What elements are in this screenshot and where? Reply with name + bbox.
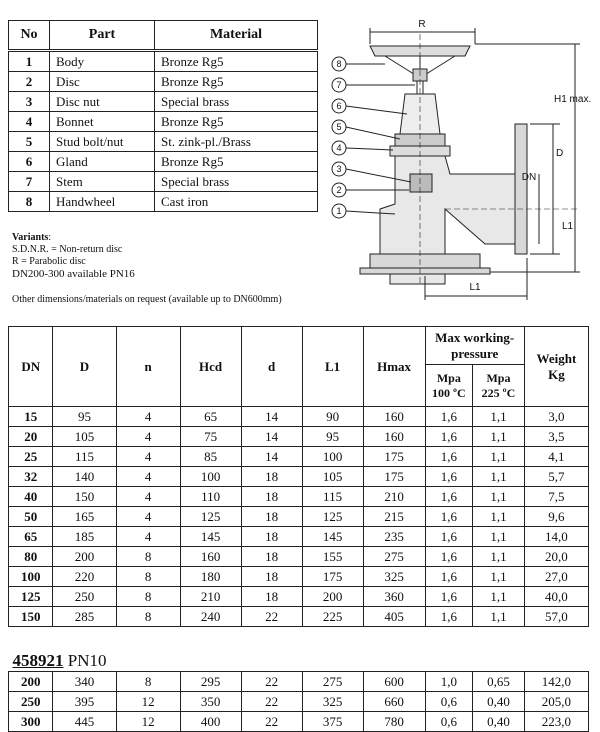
cell-d-outer: 95 (53, 407, 116, 427)
col-d-bolt: d (241, 327, 302, 407)
part-material: Bronze Rg5 (155, 112, 318, 132)
part-name: Disc (50, 72, 155, 92)
weight-line2: Kg (548, 366, 565, 382)
cell-n: 4 (116, 527, 180, 547)
part-number: 2 (9, 72, 50, 92)
section-code: 458921 (12, 651, 64, 670)
callout-3: 3 (336, 164, 342, 174)
part-number: 4 (9, 112, 50, 132)
cell-hmax: 175 (363, 467, 425, 487)
cell-hmax: 235 (363, 527, 425, 547)
table-row (9, 487, 589, 507)
cell-d-outer: 395 (53, 692, 116, 712)
callout-6: 6 (336, 101, 342, 111)
dimensions-table (8, 326, 589, 732)
cell-d-bolt: 22 (241, 672, 302, 692)
table-row (9, 467, 589, 487)
cell-l1: 375 (302, 712, 363, 732)
cell-l1: 175 (302, 567, 363, 587)
table-row (9, 587, 589, 607)
cell-hmax: 210 (363, 487, 425, 507)
cell-weight: 20,0 (524, 547, 588, 567)
part-name: Stem (50, 172, 155, 192)
cell-hmax: 360 (363, 587, 425, 607)
cell-n: 8 (116, 587, 180, 607)
cell-d-bolt: 14 (241, 427, 302, 447)
section-rating: PN10 (67, 651, 107, 670)
part-material: Bronze Rg5 (155, 51, 318, 72)
part-number: 8 (9, 192, 50, 212)
callout-2: 2 (336, 185, 342, 195)
col-hcd: Hcd (180, 327, 241, 407)
cell-mpa-100: 1,6 (425, 447, 473, 467)
cell-mpa-225: 1,1 (473, 487, 525, 507)
cell-dn: 80 (9, 547, 53, 567)
mpa-label: Mpa (436, 370, 461, 385)
cell-dn: 150 (9, 607, 53, 627)
cell-weight: 223,0 (524, 712, 588, 732)
dim-l1-horizontal-label: L1 (469, 282, 481, 293)
cell-dn: 20 (9, 427, 53, 447)
parts-row (9, 72, 318, 92)
weight-line1: Weight (536, 350, 577, 366)
cell-mpa-100: 1,6 (425, 407, 473, 427)
col-n: n (116, 327, 180, 407)
cell-dn: 200 (9, 672, 53, 692)
part-number: 5 (9, 132, 50, 152)
cell-d-bolt: 14 (241, 447, 302, 467)
cell-n: 4 (116, 427, 180, 447)
cell-d-bolt: 18 (241, 467, 302, 487)
cell-hcd: 180 (180, 567, 241, 587)
cell-d-outer: 185 (53, 527, 116, 547)
callout-5: 5 (336, 122, 342, 132)
cell-d-outer: 250 (53, 587, 116, 607)
cell-hcd: 350 (180, 692, 241, 712)
cell-hcd: 125 (180, 507, 241, 527)
cell-hcd: 210 (180, 587, 241, 607)
cell-weight: 5,7 (524, 467, 588, 487)
dim-dn-label: DN (521, 172, 537, 183)
part-name: Gland (50, 152, 155, 172)
cell-d-outer: 105 (53, 427, 116, 447)
cell-mpa-100: 1,6 (425, 487, 473, 507)
cell-mpa-100: 0,6 (425, 692, 473, 712)
cell-mpa-225: 1,1 (473, 587, 525, 607)
cell-hcd: 145 (180, 527, 241, 547)
temp-label: 100 ºC (432, 385, 466, 400)
cell-d-outer: 165 (53, 507, 116, 527)
cell-weight: 142,0 (524, 672, 588, 692)
table-row (9, 447, 589, 467)
mwp-line1: Max working- (435, 329, 515, 345)
cell-dn: 32 (9, 467, 53, 487)
cell-hcd: 85 (180, 447, 241, 467)
cell-dn: 300 (9, 712, 53, 732)
mwp-line2: pressure (451, 345, 499, 361)
cell-mpa-225: 0,40 (473, 712, 525, 732)
cell-mpa-100: 1,6 (425, 587, 473, 607)
part-material: St. zink-pl./Brass (155, 132, 318, 152)
cell-hmax: 405 (363, 607, 425, 627)
cell-hcd: 110 (180, 487, 241, 507)
cell-mpa-100: 0,6 (425, 712, 473, 732)
cell-mpa-100: 1,6 (425, 567, 473, 587)
cell-mpa-225: 1,1 (473, 527, 525, 547)
table-row (9, 607, 589, 627)
cell-d-bolt: 18 (241, 587, 302, 607)
callout-4: 4 (336, 143, 342, 153)
cell-mpa-225: 1,1 (473, 467, 525, 487)
cell-weight: 3,0 (524, 407, 588, 427)
variant-line: R = Parabolic disc (12, 256, 86, 267)
cell-d-bolt: 18 (241, 527, 302, 547)
dim-h1-label: H1 max. (554, 94, 592, 105)
cell-dn: 250 (9, 692, 53, 712)
cell-l1: 155 (302, 547, 363, 567)
col-part: Part (50, 21, 155, 51)
cell-l1: 325 (302, 692, 363, 712)
cell-weight: 40,0 (524, 587, 588, 607)
part-material: Special brass (155, 172, 318, 192)
parts-row (9, 192, 318, 212)
temp-label: 225 ºC (481, 385, 516, 400)
callout-7: 7 (336, 80, 342, 90)
cell-mpa-225: 1,1 (473, 407, 525, 427)
cell-weight: 205,0 (524, 692, 588, 712)
cell-weight: 27,0 (524, 567, 588, 587)
table-row (9, 407, 589, 427)
cell-hcd: 240 (180, 607, 241, 627)
cell-hmax: 780 (363, 712, 425, 732)
part-number: 7 (9, 172, 50, 192)
cell-n: 12 (116, 692, 180, 712)
parts-row (9, 152, 318, 172)
part-number: 6 (9, 152, 50, 172)
table-row (9, 547, 589, 567)
cell-d-bolt: 14 (241, 407, 302, 427)
cell-l1: 145 (302, 527, 363, 547)
col-no: No (9, 21, 50, 51)
cell-mpa-225: 0,40 (473, 692, 525, 712)
part-name: Body (50, 51, 155, 72)
cell-mpa-100: 1,6 (425, 467, 473, 487)
cell-d-outer: 140 (53, 467, 116, 487)
cell-d-outer: 150 (53, 487, 116, 507)
other-dimensions-note: Other dimensions/materials on request (available up to DN600mm) (12, 294, 282, 305)
callout-8: 8 (336, 59, 342, 69)
mpa-label: Mpa (486, 370, 511, 385)
cell-dn: 100 (9, 567, 53, 587)
cell-hmax: 275 (363, 547, 425, 567)
cell-n: 8 (116, 607, 180, 627)
cell-dn: 25 (9, 447, 53, 467)
cell-d-outer: 115 (53, 447, 116, 467)
part-material: Bronze Rg5 (155, 152, 318, 172)
part-name: Handwheel (50, 192, 155, 212)
cell-d-bolt: 22 (241, 712, 302, 732)
cell-mpa-225: 1,1 (473, 547, 525, 567)
cell-d-outer: 285 (53, 607, 116, 627)
cell-n: 12 (116, 712, 180, 732)
cell-n: 4 (116, 407, 180, 427)
cell-d-bolt: 22 (241, 692, 302, 712)
cell-hmax: 660 (363, 692, 425, 712)
cell-weight: 7,5 (524, 487, 588, 507)
cell-mpa-225: 1,1 (473, 507, 525, 527)
cell-hcd: 400 (180, 712, 241, 732)
cell-l1: 95 (302, 427, 363, 447)
cell-d-outer: 340 (53, 672, 116, 692)
cell-weight: 14,0 (524, 527, 588, 547)
col-l1: L1 (302, 327, 363, 407)
cell-mpa-100: 1,6 (425, 607, 473, 627)
cell-mpa-100: 1,0 (425, 672, 473, 692)
cell-d-outer: 200 (53, 547, 116, 567)
table-row (9, 567, 589, 587)
cell-n: 8 (116, 567, 180, 587)
part-material: Cast iron (155, 192, 318, 212)
col-material: Material (155, 21, 318, 51)
cell-d-outer: 220 (53, 567, 116, 587)
cell-dn: 40 (9, 487, 53, 507)
cell-hmax: 215 (363, 507, 425, 527)
cell-dn: 50 (9, 507, 53, 527)
part-material: Special brass (155, 92, 318, 112)
dim-r-label: R (418, 19, 426, 30)
cell-hmax: 175 (363, 447, 425, 467)
cell-hcd: 65 (180, 407, 241, 427)
cell-d-bolt: 18 (241, 507, 302, 527)
cell-d-bolt: 18 (241, 547, 302, 567)
col-max-working-pressure (425, 327, 524, 365)
part-material: Bronze Rg5 (155, 72, 318, 92)
parts-table (8, 20, 318, 212)
cell-l1: 90 (302, 407, 363, 427)
cell-mpa-100: 1,6 (425, 547, 473, 567)
col-hmax: Hmax (363, 327, 425, 407)
table-row (9, 427, 589, 447)
table-row (9, 692, 589, 712)
cell-l1: 105 (302, 467, 363, 487)
cell-n: 8 (116, 672, 180, 692)
cell-l1: 200 (302, 587, 363, 607)
cell-n: 4 (116, 467, 180, 487)
parts-row (9, 132, 318, 152)
cell-weight: 57,0 (524, 607, 588, 627)
cell-l1: 125 (302, 507, 363, 527)
cell-d-outer: 445 (53, 712, 116, 732)
col-weight (524, 327, 588, 407)
dim-d-label: D (556, 148, 564, 159)
table-row (9, 527, 589, 547)
parts-row (9, 172, 318, 192)
variant-line: S.D.N.R. = Non-return disc (12, 244, 123, 255)
part-number: 1 (9, 51, 50, 72)
cell-dn: 125 (9, 587, 53, 607)
cell-n: 4 (116, 487, 180, 507)
cell-l1: 225 (302, 607, 363, 627)
cell-hmax: 325 (363, 567, 425, 587)
valve-drawing (325, 14, 597, 304)
cell-hmax: 600 (363, 672, 425, 692)
cell-l1: 275 (302, 672, 363, 692)
section-pn10-heading (9, 627, 589, 672)
table-row (9, 672, 589, 692)
cell-hmax: 160 (363, 407, 425, 427)
cell-weight: 4,1 (524, 447, 588, 467)
cell-n: 4 (116, 447, 180, 467)
cell-hmax: 160 (363, 427, 425, 447)
cell-n: 8 (116, 547, 180, 567)
cell-n: 4 (116, 507, 180, 527)
cell-mpa-100: 1,6 (425, 427, 473, 447)
cell-mpa-225: 0,65 (473, 672, 525, 692)
cell-mpa-225: 1,1 (473, 447, 525, 467)
cell-l1: 115 (302, 487, 363, 507)
cell-weight: 9,6 (524, 507, 588, 527)
cell-hcd: 160 (180, 547, 241, 567)
parts-row (9, 92, 318, 112)
parts-row (9, 112, 318, 132)
cell-mpa-100: 1,6 (425, 507, 473, 527)
cell-dn: 15 (9, 407, 53, 427)
col-d-outer: D (53, 327, 116, 407)
cell-hcd: 100 (180, 467, 241, 487)
dim-l1-vertical-label: L1 (562, 221, 574, 232)
parts-row (9, 51, 318, 72)
cell-l1: 100 (302, 447, 363, 467)
cell-d-bolt: 18 (241, 567, 302, 587)
col-mpa-100 (425, 365, 473, 407)
variant-line: DN200-300 available PN16 (12, 268, 135, 280)
cell-hcd: 295 (180, 672, 241, 692)
part-name: Bonnet (50, 112, 155, 132)
callout-1: 1 (336, 206, 342, 216)
cell-dn: 65 (9, 527, 53, 547)
cell-mpa-225: 1,1 (473, 427, 525, 447)
variants-note: Variants: S.D.N.R. = Non-return disc R = Parabolic disc DN200-300 available PN16 (12, 232, 135, 280)
variants-heading: Variants (12, 232, 49, 243)
part-number: 3 (9, 92, 50, 112)
cell-weight: 3,5 (524, 427, 588, 447)
col-mpa-225 (473, 365, 525, 407)
part-name: Disc nut (50, 92, 155, 112)
cell-hcd: 75 (180, 427, 241, 447)
cell-mpa-225: 1,1 (473, 607, 525, 627)
col-dn: DN (9, 327, 53, 407)
table-row (9, 712, 589, 732)
cell-mpa-100: 1,6 (425, 527, 473, 547)
cell-mpa-225: 1,1 (473, 567, 525, 587)
table-row (9, 507, 589, 527)
part-name: Stud bolt/nut (50, 132, 155, 152)
cell-d-bolt: 22 (241, 607, 302, 627)
cell-d-bolt: 18 (241, 487, 302, 507)
